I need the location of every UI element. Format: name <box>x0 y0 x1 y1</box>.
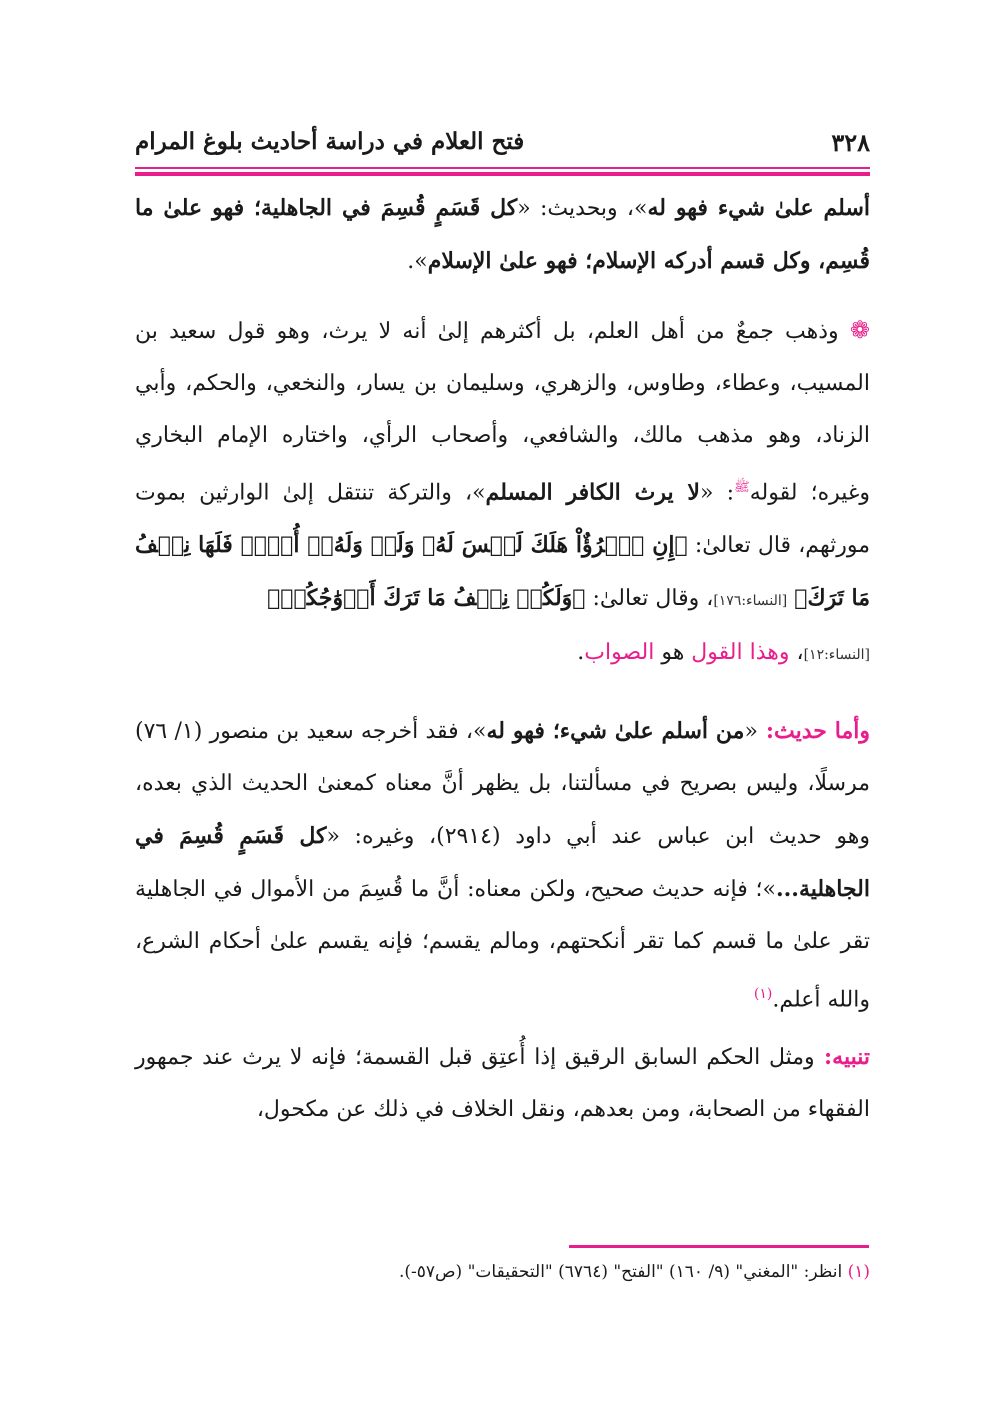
paragraph-3 <box>135 705 870 1026</box>
book-title: فتح العلام في دراسة أحاديث بلوغ المرام <box>135 128 525 155</box>
paragraph-4 <box>135 1031 870 1136</box>
text-run: ». <box>407 249 428 274</box>
text-run: ومثل الحكم السابق الرقيق إذا أُعتِق قبل القسمة؛ فإنه لا يرث عند جمهور الفقهاء من الصحابة، ومن بعدهم، ونقل الخلاف في ذلك عن مكحول، <box>135 1044 870 1122</box>
footnote-number: (١) <box>847 1262 870 1282</box>
text-run: »؛ فإنه حديث صحيح، ولكن معناه: أنَّ ما قُسِمَ من الأموال في الجاهلية تقر علىٰ ما قسم كما تقر أنكحتهم، ومالم يقسم؛ فإنه يقسم علىٰ أحكام الشرع، والله أعلم. <box>135 877 870 1013</box>
footnote-marker[interactable]: (١) <box>753 986 773 1003</box>
running-header <box>135 128 870 162</box>
main-text <box>135 182 870 1136</box>
text-run: وذهب جمعٌ من أهل العلم، بل أكثرهم إلىٰ أنه لا يرث، وهو قول سعيد بن المسيب، وعطاء، وطاوس، والزهري، وسليمان بن يسار، والنخعي، والحكم، وأبي الزناد، وهو مذهب مالك، والشافعي، وأصحاب الرأي، واختاره الإمام البخاري وغيره؛ لقوله <box>135 319 871 506</box>
paragraph-2 <box>135 304 870 681</box>
quran-verse: ﴿وَلَكُمۡ نِصۡفُ مَا تَرَكَ أَزۡوَٰجُكُمۡ﴾ <box>267 585 586 612</box>
text-run: »، والتركة تنتقل إلىٰ الوارثين بموت مورثهم، قال تعالىٰ: <box>135 480 870 559</box>
page-number: ٣٢٨ <box>831 128 870 157</box>
footnote <box>135 1262 870 1282</box>
hadith-quote: كل قَسَمٍ قُسِمَ في الجاهلية؛ فهو علىٰ ما قُسِم، وكل قسم أدركه الإسلام؛ فهو علىٰ الإسلام <box>135 195 870 274</box>
hadith-quote: كل قَسَمٍ قُسِمَ في الجاهلية... <box>135 823 870 903</box>
text-run: »، وبحديث: « <box>517 196 648 221</box>
verse-reference: [النساء:١٢] <box>803 647 870 664</box>
text-run: : « <box>699 480 735 506</box>
text-run: »، فقد أخرجه سعيد بن منصور (١/ ٧٦) مرسلًا، وليس بصريح في مسألتنا، بل يظهر أنَّ معناه كمعنىٰ الحديث الذي بعده، وهو حديث ابن عباس عند أبي داود (٢٩١٤)، وغيره: « <box>135 719 870 850</box>
flower-ornament-icon: ❁ <box>849 316 871 344</box>
hadith-quote: لا يرث الكافر المسلم <box>485 479 700 506</box>
header-rule-thin <box>135 167 870 169</box>
footnote-rule <box>569 1245 869 1248</box>
salawat-glyph: ﷺ <box>734 480 750 495</box>
section-lead: وأما حديث: <box>757 718 870 745</box>
highlight-text: الصواب <box>584 640 655 666</box>
text-run: . <box>577 640 585 666</box>
paragraph-1 <box>135 182 870 288</box>
quran-verse: ﴿إِنِ ٱمۡرُؤٌاْ هَلَكَ لَيۡسَ لَهُۥ وَلَدٞ وَلَهُۥٓ أُخۡتٞ فَلَهَا نِصۡفُ مَا تَرَكَ﴾ <box>135 532 870 612</box>
note-lead: تنبيه: <box>814 1043 870 1070</box>
text-run: هو <box>654 640 692 666</box>
text-run: « <box>744 719 758 745</box>
footnote-text: انظر: "المغني" (٩/ ١٦٠) "الفتح" (٦٧٦٤) "التحقيقات" (ص٥٧-). <box>398 1262 848 1282</box>
text-run: ، وقال تعالىٰ: <box>585 586 714 612</box>
text-run: ، <box>789 640 804 666</box>
hadith-quote: من أسلم علىٰ شيء؛ فهو له <box>486 718 745 745</box>
header-rule-thick <box>135 172 870 176</box>
verse-reference: [النساء:١٧٦] <box>713 593 788 610</box>
highlight-text: وهذا القول <box>691 640 790 666</box>
hadith-quote: أسلم علىٰ شيء فهو له <box>647 195 871 221</box>
